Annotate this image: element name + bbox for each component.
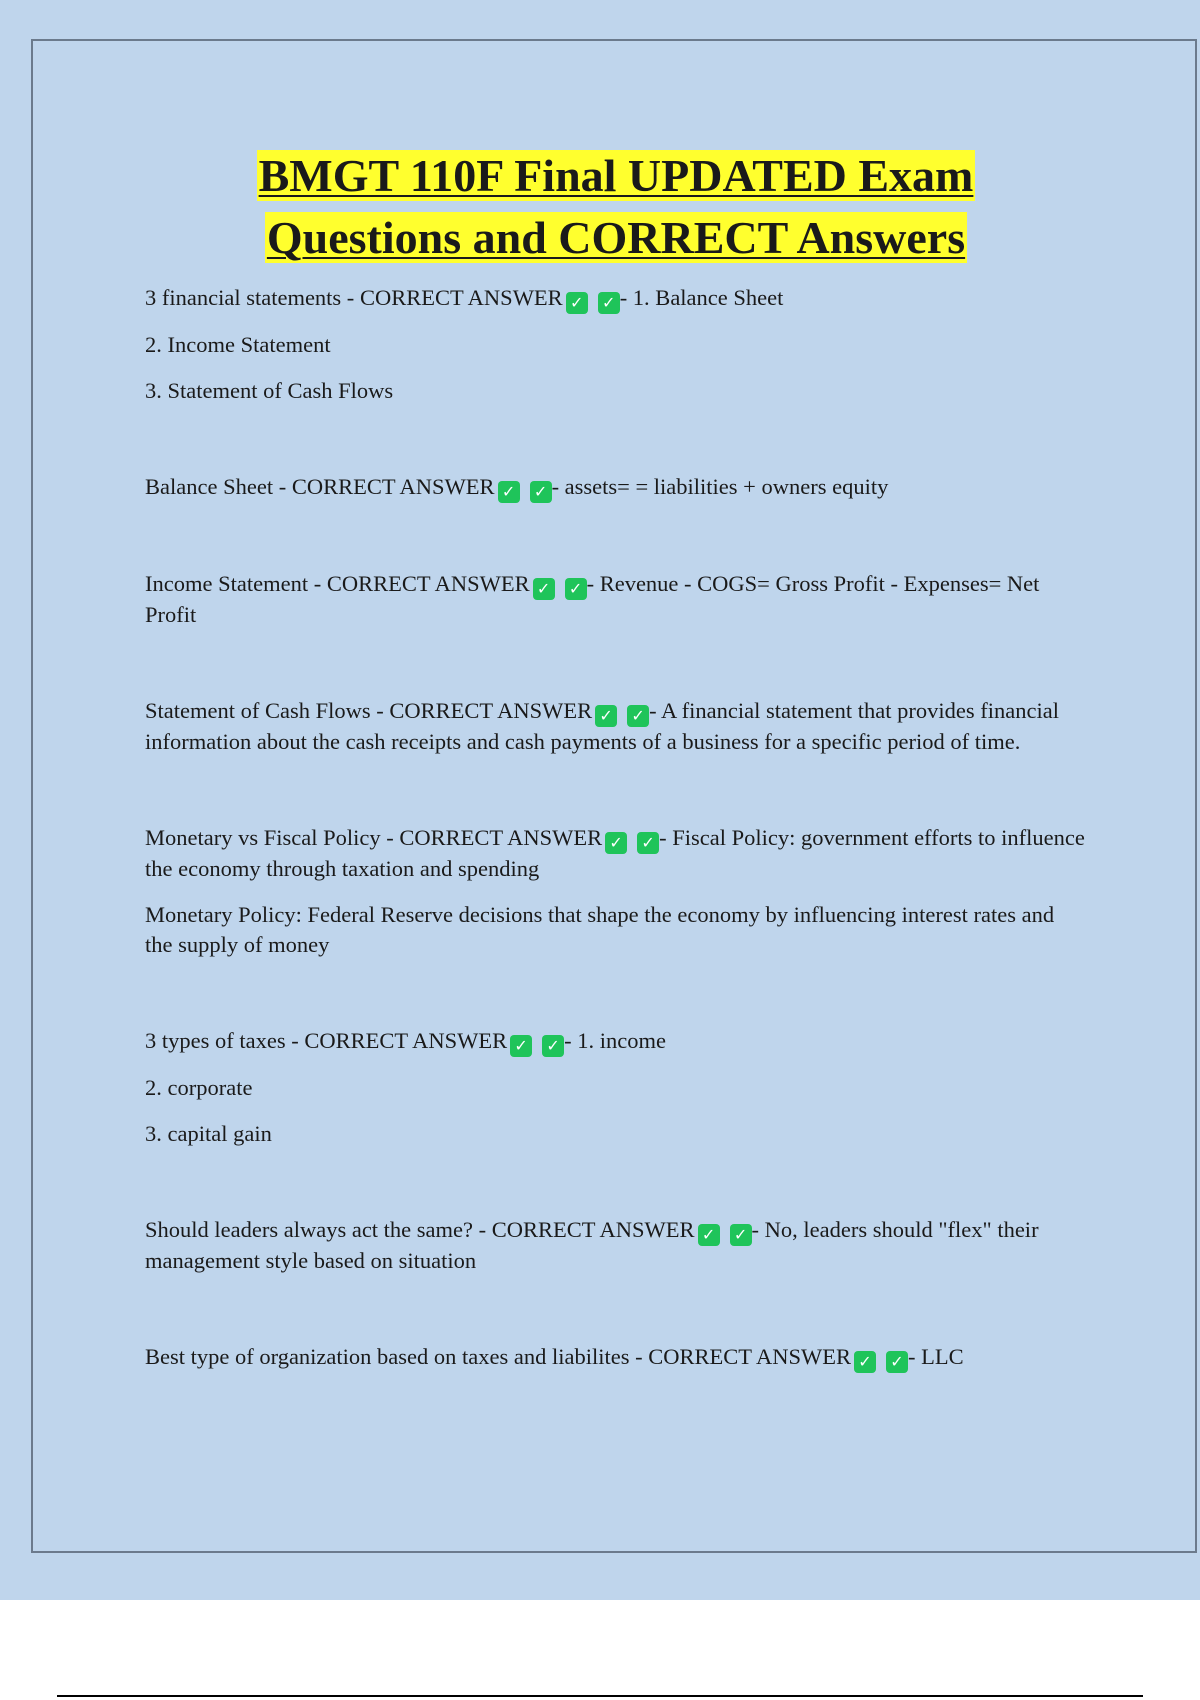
check-mark-icon: ✓ (530, 481, 552, 503)
title-line-1: BMGT 110F Final UPDATED Exam (258, 150, 974, 201)
check-mark-icon: ✓ (498, 481, 520, 503)
check-mark-icon: ✓ (854, 1351, 876, 1373)
answer-marker: CORRECT ANSWER (326, 571, 530, 596)
check-mark-icon: ✓ (533, 578, 555, 600)
answer-text: - 1. income (564, 1028, 666, 1053)
qa-item (145, 696, 1085, 757)
qa-item (145, 823, 1085, 884)
check-mark-icon: ✓ (510, 1035, 532, 1057)
answer-marker: CORRECT ANSWER (304, 1028, 508, 1053)
check-mark-icon: ✓ (698, 1224, 720, 1246)
check-mark-icon: ✓ (627, 705, 649, 727)
check-mark-icon: ✓ (886, 1351, 908, 1373)
answer-marker: CORRECT ANSWER (648, 1344, 851, 1369)
qa-item (145, 1342, 1085, 1373)
question-text: Balance Sheet - (145, 474, 292, 499)
qa-item (145, 1026, 1085, 1057)
question-text: 3 financial statements - (145, 285, 360, 310)
answer-continuation: 2. Income Statement (145, 332, 331, 357)
title-line-2: Questions and CORRECT Answers (266, 212, 966, 263)
check-mark-icon: ✓ (598, 292, 620, 314)
qa-list (145, 283, 1085, 1389)
answer-continuation: 3. Statement of Cash Flows (145, 378, 394, 403)
answer-text: - assets= = liabilities + owners equity (551, 474, 889, 499)
answer-text: - Revenue - COGS= Gross Profit - Expenses= Net Profit (145, 571, 1040, 627)
answer-continuation: Monetary Policy: Federal Reserve decisions that shape the economy by influencing interest rates and the supply of money (145, 902, 1055, 957)
answer-text: - Fiscal Policy: government efforts to influence the economy through taxation and spending (145, 825, 1085, 881)
check-mark-icon: ✓ (637, 832, 659, 854)
question-text: Statement of Cash Flows - (145, 698, 390, 723)
qa-item (145, 283, 1085, 314)
qa-item (145, 1215, 1085, 1276)
question-text: Monetary vs Fiscal Policy - (145, 825, 400, 850)
answer-marker: CORRECT ANSWER (291, 474, 495, 499)
question-text: Best type of organization based on taxes and liabilites - (145, 1344, 649, 1369)
answer-marker: CORRECT ANSWER (399, 825, 603, 850)
answer-marker: CORRECT ANSWER (389, 698, 593, 723)
question-text: Should leaders always act the same? - (145, 1217, 492, 1242)
check-mark-icon: ✓ (542, 1035, 564, 1057)
footer-divider (57, 1695, 1143, 1697)
answer-marker: CORRECT ANSWER (359, 285, 563, 310)
check-mark-icon: ✓ (730, 1224, 752, 1246)
answer-text: - No, leaders should "flex" their management style based on situation (145, 1217, 1039, 1273)
answer-continuation: 2. corporate (145, 1075, 253, 1100)
check-mark-icon: ✓ (566, 292, 588, 314)
answer-marker: CORRECT ANSWER (491, 1217, 695, 1242)
question-text: Income Statement - (145, 571, 327, 596)
document-title (0, 145, 1200, 269)
answer-text: - LLC (907, 1344, 964, 1369)
qa-item (145, 472, 1085, 503)
answer-text: - 1. Balance Sheet (619, 285, 784, 310)
check-mark-icon: ✓ (605, 832, 627, 854)
check-mark-icon: ✓ (595, 705, 617, 727)
answer-text: - A financial statement that provides financial information about the cash receipts and cash payments of a business for a specific period of time. (145, 698, 1059, 754)
question-text: 3 types of taxes - (145, 1028, 305, 1053)
check-mark-icon: ✓ (565, 578, 587, 600)
qa-item (145, 569, 1085, 630)
answer-continuation: 3. capital gain (145, 1121, 272, 1146)
